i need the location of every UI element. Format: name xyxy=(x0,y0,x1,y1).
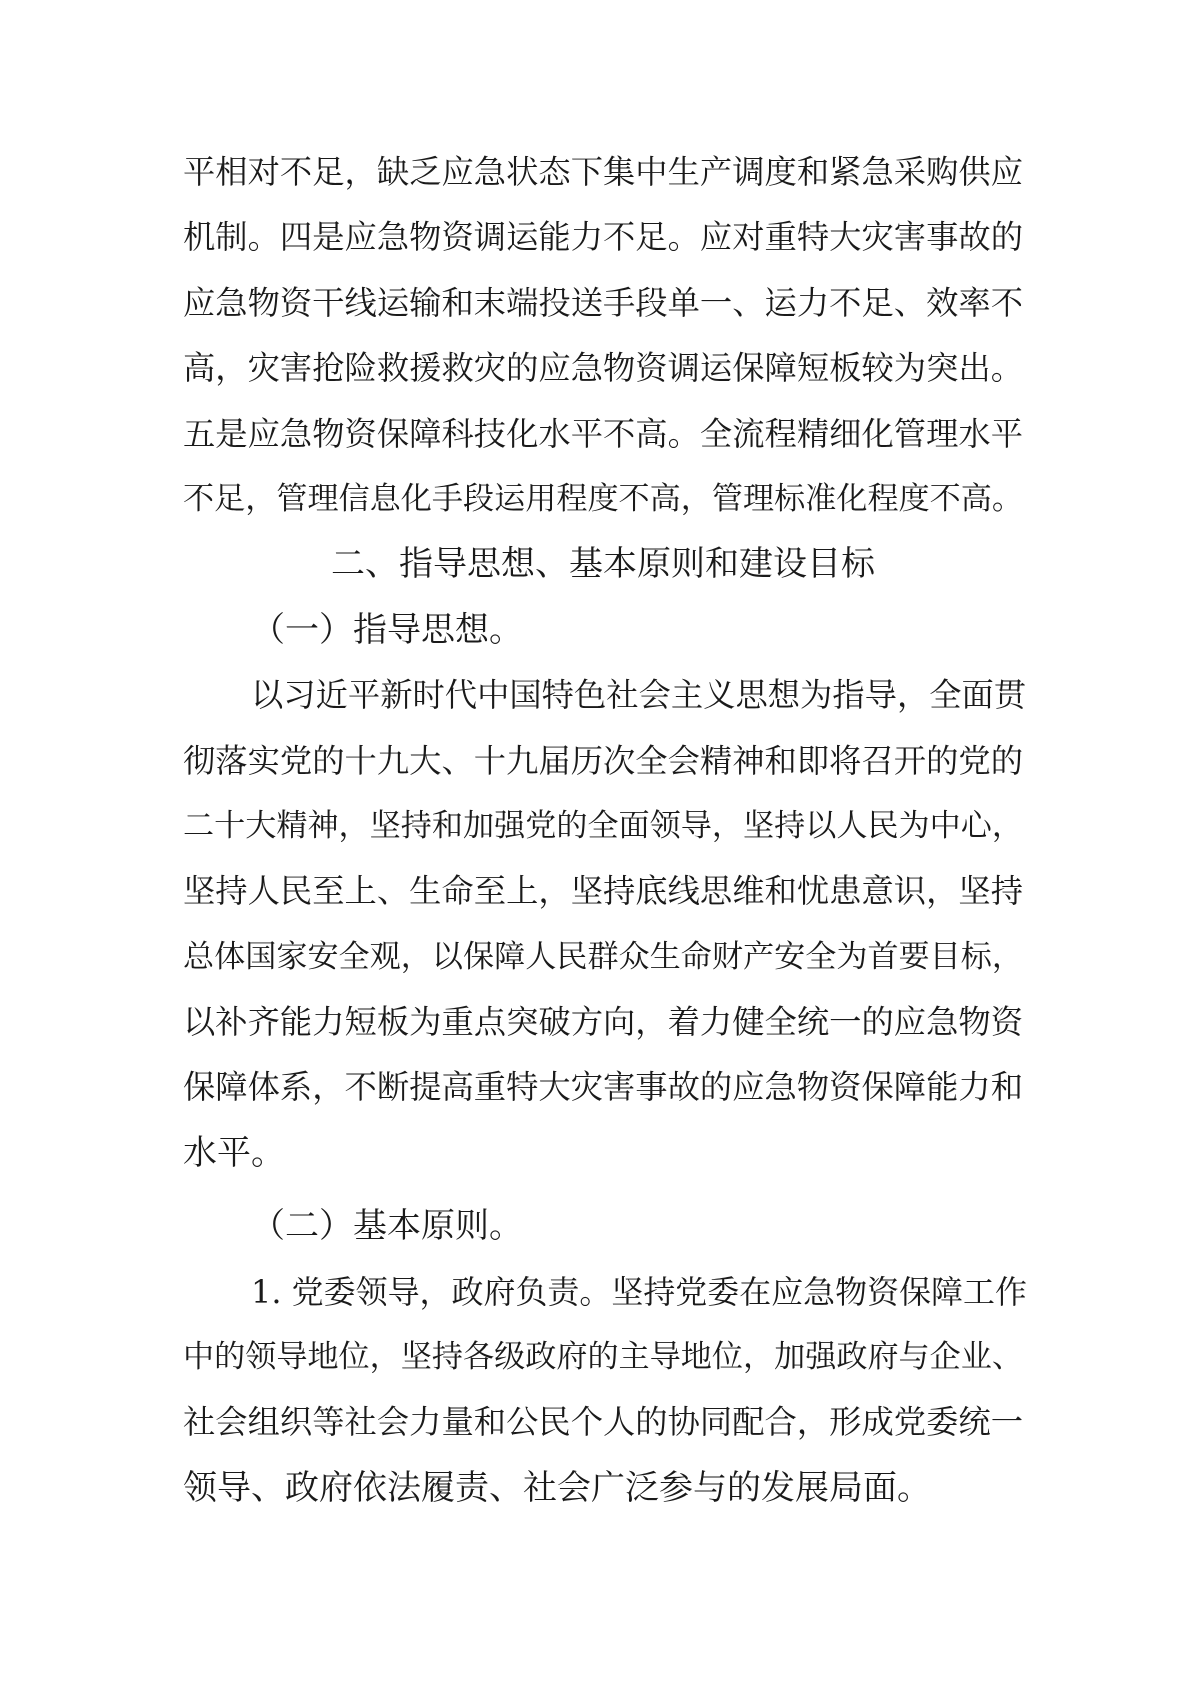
body-line: 保障体系，不断提高重特大灾害事故的应急物资保障能力和 xyxy=(183,1068,1023,1107)
body-line: 水平。 xyxy=(183,1132,285,1173)
paragraph-spacer xyxy=(183,1186,1023,1194)
body-line: 五是应急物资保障科技化水平不高。全流程精细化管理水平 xyxy=(183,414,1023,453)
body-line: 二十大精神，坚持和加强党的全面领导，坚持以人民为中心， xyxy=(183,807,1023,844)
body-line: 以补齐能力短板为重点突破方向，着力健全统一的应急物资 xyxy=(183,1003,1023,1042)
body-line: 领导、政府依法履责、社会广泛参与的发展局面。 xyxy=(183,1467,931,1508)
body-line: 平相对不足，缺乏应急状态下集中生产调度和紧急采购供应 xyxy=(183,153,1023,191)
body-line: 彻落实党的十九大、十九届历次全会精神和即将召开的党的 xyxy=(183,741,1023,780)
body-line: 应急物资干线运输和末端投送手段单一、运力不足、效率不 xyxy=(183,283,1023,322)
body-line: 高，灾害抢险救援救灾的应急物资调运保障短板较为突出。 xyxy=(183,349,1023,388)
body-line: 坚持人民至上、生命至上，坚持底线思维和忧患意识，坚持 xyxy=(183,872,1023,911)
body-line: 中的领导地位，坚持各级政府的主导地位，加强政府与企业、 xyxy=(183,1339,1023,1376)
section-heading: 二、指导思想、基本原则和建设目标 xyxy=(331,544,875,585)
body-line: 1. 党委领导，政府负责。坚持党委在应急物资保障工作 xyxy=(251,1272,1027,1311)
subsection-heading: （一）指导思想。 xyxy=(251,609,523,650)
body-line: 不足，管理信息化手段运用程度不高，管理标准化程度不高。 xyxy=(183,480,1023,517)
body-line: 以习近平新时代中国特色社会主义思想为指导，全面贯 xyxy=(251,676,1027,715)
body-line: 总体国家安全观，以保障人民群众生命财产安全为首要目标， xyxy=(183,938,1023,975)
subsection-heading: （二）基本原则。 xyxy=(251,1206,523,1247)
body-line: 社会组织等社会力量和公民个人的协同配合，形成党委统一 xyxy=(183,1403,1023,1442)
document-body xyxy=(183,140,1027,1521)
body-line: 机制。四是应急物资调运能力不足。应对重特大灾害事故的 xyxy=(183,218,1023,257)
